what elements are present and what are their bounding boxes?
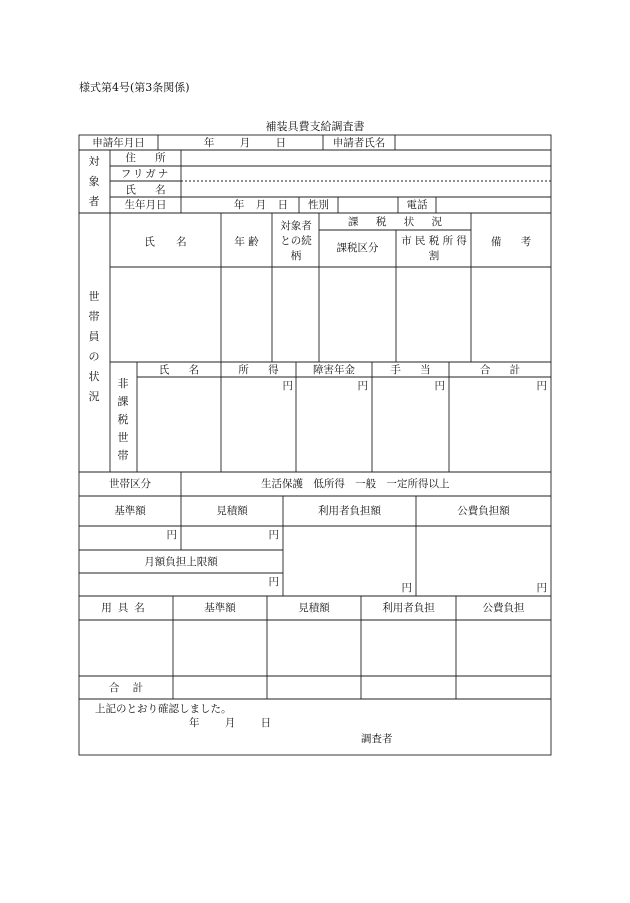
public-burden-yen: 円 <box>536 582 547 594</box>
name-field[interactable] <box>183 184 548 196</box>
investigator-label: 調査者 <box>361 733 393 745</box>
phone-field[interactable] <box>438 199 548 211</box>
items-entry-area[interactable] <box>81 623 549 673</box>
nontax-total-col: 合 計 <box>479 364 521 376</box>
household-section-label: 世帯員の状況 <box>88 290 100 403</box>
application-date-field[interactable]: 年 月 日 <box>203 137 287 149</box>
form-title: 補装具費支給調査書 <box>265 120 365 133</box>
address-field[interactable] <box>183 152 548 164</box>
household-tax-class-col: 課税区分 <box>336 242 379 254</box>
household-remarks-col: 備 考 <box>490 236 532 248</box>
nontax-allowance-col: 手 当 <box>390 364 431 376</box>
estimate-amount-yen: 円 <box>268 529 279 541</box>
nontax-income-col: 所 得 <box>238 364 279 376</box>
item-standard-col: 基準額 <box>204 602 236 614</box>
nontax-section-label: 非課税世帯 <box>117 377 129 462</box>
item-user-burden-col: 利用者負担 <box>382 602 435 614</box>
subject-section-label: 対象者 <box>88 155 100 208</box>
estimate-amount-label: 見積額 <box>216 505 248 517</box>
household-municipal-tax-col: 市 民 税 所 得 割 <box>401 235 467 262</box>
household-class-options[interactable]: 生活保護 低所得 一般 一定所得以上 <box>261 478 450 490</box>
nontax-pension-col: 障害年金 <box>313 364 355 376</box>
birthdate-field[interactable]: 年 月 日 <box>233 199 289 211</box>
monthly-limit-label: 月額負担上限額 <box>144 556 218 568</box>
nontax-income-yen: 円 <box>282 380 293 392</box>
monthly-limit-yen: 円 <box>268 576 279 588</box>
nontax-name-col: 氏 名 <box>158 364 200 376</box>
address-label: 住 所 <box>125 152 166 164</box>
item-public-burden-col: 公費負担 <box>482 602 525 614</box>
furigana-label: フリガナ <box>120 168 171 180</box>
nontax-pension-yen: 円 <box>357 380 368 392</box>
household-age-col: 年 齢 <box>234 236 259 248</box>
user-burden-amount-label: 利用者負担額 <box>318 505 381 517</box>
household-relation-col: 対象者との続柄 <box>280 220 312 262</box>
item-name-col: 用具名 <box>101 602 151 614</box>
nontax-allowance-yen: 円 <box>434 380 445 392</box>
public-burden-amount-label: 公費負担額 <box>457 505 510 517</box>
applicant-name-field[interactable] <box>398 137 548 149</box>
sex-field[interactable] <box>340 199 396 211</box>
nontax-total-yen: 円 <box>536 380 547 392</box>
household-tax-status-col: 課 税 状 況 <box>347 216 442 228</box>
household-class-label: 世帯区分 <box>109 478 151 490</box>
name-label: 氏 名 <box>125 184 166 196</box>
form-number: 様式第4号(第3条関係) <box>79 81 190 94</box>
standard-amount-label: 基準額 <box>114 505 146 517</box>
user-burden-yen: 円 <box>401 582 412 594</box>
household-members-area[interactable] <box>112 270 548 360</box>
birthdate-label: 生年月日 <box>124 199 167 211</box>
application-date-label: 申請年月日 <box>92 137 145 149</box>
phone-label: 電話 <box>406 199 428 211</box>
household-name-col: 氏 名 <box>144 236 187 248</box>
confirm-date-field[interactable]: 年 月 日 <box>189 717 272 729</box>
furigana-field[interactable] <box>183 168 548 180</box>
standard-amount-yen: 円 <box>166 529 177 541</box>
sex-label: 性別 <box>308 199 329 211</box>
confirm-statement: 上記のとおり確認しました。 <box>95 703 232 715</box>
item-estimate-col: 見積額 <box>298 602 330 614</box>
applicant-name-label: 申請者氏名 <box>332 137 386 149</box>
items-total-label: 合 計 <box>108 682 144 694</box>
